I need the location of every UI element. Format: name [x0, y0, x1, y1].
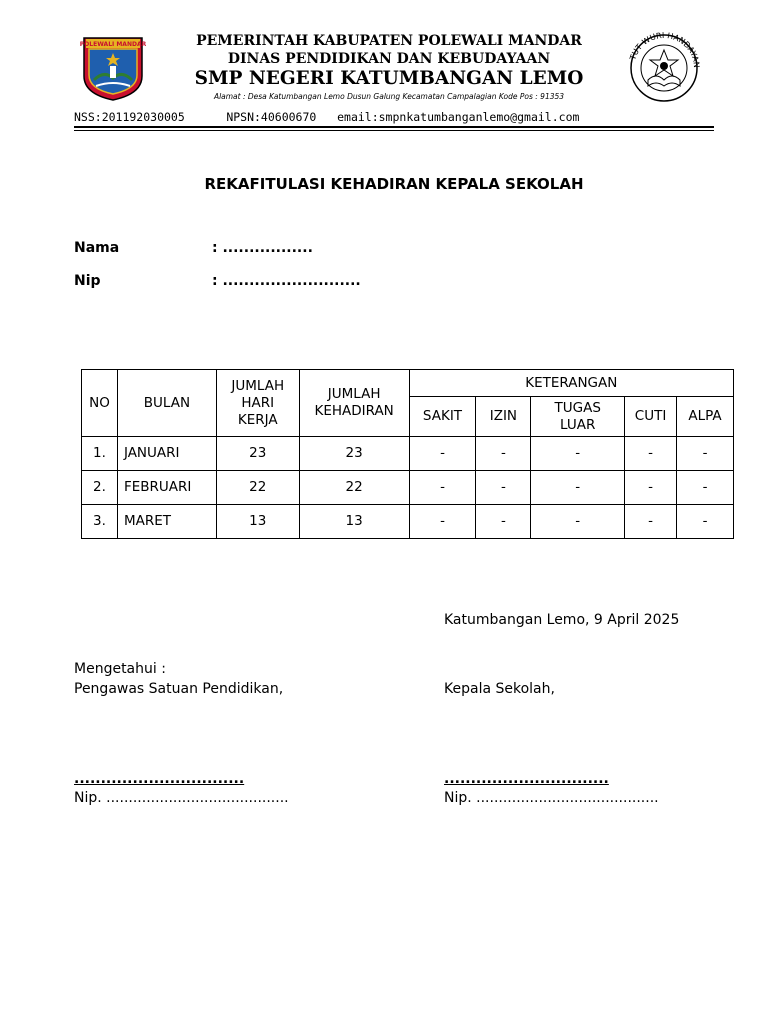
cell-bulan: FEBRUARI	[117, 471, 216, 505]
cell-sakit: -	[409, 437, 476, 471]
header-cuti: CUTI	[625, 397, 677, 437]
cell-sakit: -	[409, 505, 476, 539]
letterhead-rule-thick	[74, 126, 714, 128]
svg-text:TUT WURI HANDAYANI: TUT WURI HANDAYAN	[628, 30, 702, 69]
left-signer-name: ................................	[74, 771, 245, 787]
header-alpa: ALPA	[677, 397, 734, 437]
left-signer-role: Pengawas Satuan Pendidikan,	[74, 681, 284, 697]
document-title: REKAFITULASI KEHADIRAN KEPALA SEKOLAH	[204, 175, 584, 193]
right-signer-name: ...............................	[444, 771, 609, 787]
cell-alpa: -	[677, 471, 734, 505]
cell-alpa: -	[677, 505, 734, 539]
tut-wuri-handayani-logo	[624, 28, 704, 104]
school-identifiers: NSS:201192030005 NPSN:40600670 email:smpnkatumbanganlemo@gmail.com	[74, 110, 580, 124]
table-row	[82, 505, 734, 539]
regency-logo	[80, 36, 146, 102]
field-value-nip: : ..........................	[212, 273, 361, 289]
cell-sakit: -	[409, 471, 476, 505]
table-row	[82, 437, 734, 471]
cell-izin: -	[476, 505, 531, 539]
school-address: Alamat : Desa Katumbangan Lemo Dusun Galung Kecamatan Campalagian Kode Pos : 91353	[213, 92, 565, 101]
header-keterangan: KETERANGAN	[409, 370, 733, 397]
cell-izin: -	[476, 437, 531, 471]
cell-cuti: -	[625, 437, 677, 471]
header-sakit: SAKIT	[409, 397, 476, 437]
header-jumlah-hari-kerja: JUMLAH HARI KERJA	[216, 370, 299, 437]
mengetahui-label: Mengetahui :	[74, 661, 166, 677]
right-signer-role: Kepala Sekolah,	[444, 681, 555, 697]
cell-no: 1.	[82, 437, 118, 471]
cell-hari-kerja: 23	[216, 437, 299, 471]
cell-no: 3.	[82, 505, 118, 539]
cell-izin: -	[476, 471, 531, 505]
letterhead-rule-thin	[74, 130, 714, 131]
header-izin: IZIN	[476, 397, 531, 437]
cell-no: 2.	[82, 471, 118, 505]
cell-cuti: -	[625, 505, 677, 539]
government-name: PEMERINTAH KABUPATEN POLEWALI MANDAR	[196, 33, 582, 49]
right-signer-nip: Nip. .........................................	[444, 790, 659, 806]
field-label-nip: Nip	[74, 273, 101, 289]
cell-tugas-luar: -	[531, 505, 625, 539]
cell-kehadiran: 22	[299, 471, 409, 505]
department-name: DINAS PENDIDIKAN DAN KEBUDAYAAN	[227, 51, 551, 67]
svg-text:POLEWALI MANDAR: POLEWALI MANDAR	[80, 41, 146, 48]
cell-hari-kerja: 13	[216, 505, 299, 539]
header-no: NO	[82, 370, 118, 437]
attendance-table	[81, 369, 734, 539]
place-date: Katumbangan Lemo, 9 April 2025	[444, 612, 680, 628]
cell-tugas-luar: -	[531, 471, 625, 505]
field-value-nama: : .................	[212, 240, 313, 256]
cell-hari-kerja: 22	[216, 471, 299, 505]
cell-kehadiran: 13	[299, 505, 409, 539]
cell-cuti: -	[625, 471, 677, 505]
header-bulan: BULAN	[117, 370, 216, 437]
header-tugas-luar: TUGAS LUAR	[531, 397, 625, 437]
table-row	[82, 471, 734, 505]
header-jumlah-kehadiran: JUMLAH KEHADIRAN	[299, 370, 409, 437]
cell-tugas-luar: -	[531, 437, 625, 471]
left-signer-nip: Nip. .........................................	[74, 790, 289, 806]
cell-bulan: JANUARI	[117, 437, 216, 471]
school-name: SMP NEGERI KATUMBANGAN LEMO	[194, 68, 584, 89]
cell-alpa: -	[677, 437, 734, 471]
cell-kehadiran: 23	[299, 437, 409, 471]
field-label-nama: Nama	[74, 240, 120, 256]
cell-bulan: MARET	[117, 505, 216, 539]
